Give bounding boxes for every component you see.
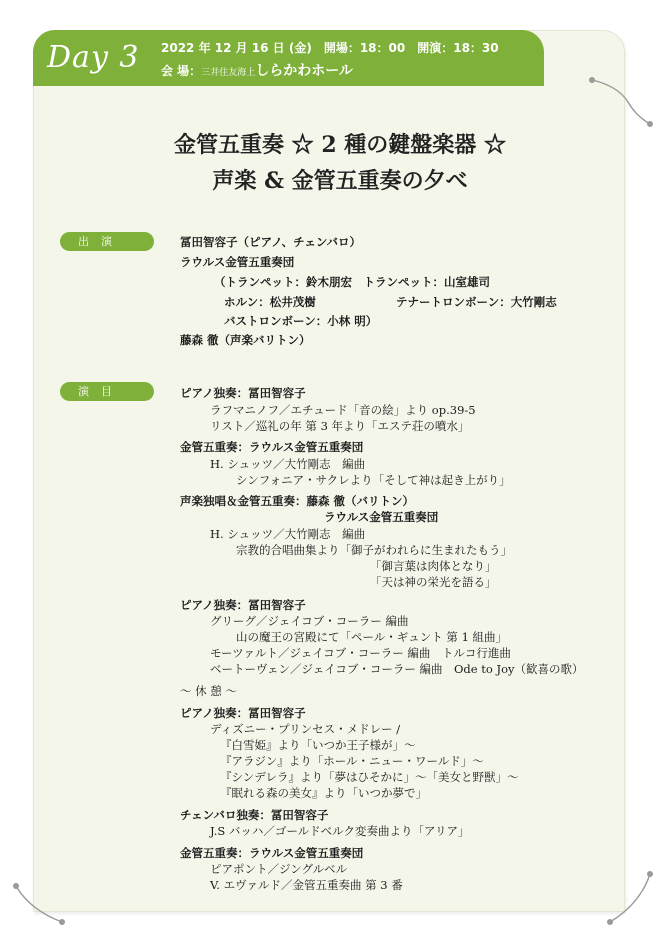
performer-line: ホルン：松井茂樹 — [224, 295, 316, 309]
performer-line: 冨田智容子（ピアノ、チェンバロ） — [180, 235, 362, 249]
program-line: 『白雪姫』より「いつか王子様が」～ — [220, 738, 416, 752]
program-line: 「天は神の栄光を語る」 — [370, 575, 497, 589]
day-header — [33, 30, 544, 86]
performer-line: （トランペット：鈴木朋宏 トランペット：山室雄司 — [214, 275, 490, 289]
concert-title-line2: 声楽 & 金管五重奏の夕べ — [212, 168, 468, 194]
program-line: ラフマニノフ／エチュード「音の絵」より op.39-5 — [210, 403, 476, 417]
program-line: モーツァルト／ジェイコブ・コーラー 編曲 トルコ行進曲 — [210, 646, 511, 660]
performer-line: テナートロンボーン：大竹剛志 — [396, 295, 557, 309]
program-line: グリーグ／ジェイコブ・コーラー 編曲 — [210, 614, 409, 628]
program-heading: ラウルス金管五重奏団 — [324, 510, 439, 524]
program-line: リスト／巡礼の年 第 3 年より「エステ荘の噴水」 — [210, 419, 470, 433]
program-heading: 声楽独唱＆金管五重奏：藤森 徹（バリトン） — [180, 494, 415, 508]
program-section-label: 演目 — [60, 382, 154, 401]
program-heading: 金管五重奏：ラウルス金管五重奏団 — [180, 846, 364, 860]
program-heading: ピアノ独奏：冨田智容子 — [180, 386, 306, 400]
venue-hall: しらかわホール — [255, 63, 353, 79]
corner-ornament-bottom-left — [10, 880, 70, 930]
concert-title-line1: 金管五重奏 ☆ 2 種の鍵盤楽器 ☆ — [174, 132, 506, 158]
program-line: H. シュッツ／大竹剛志 編曲 — [210, 527, 366, 541]
program-line: ベートーヴェン／ジェイコブ・コーラー 編曲 Ode to Joy（歓喜の歌） — [210, 662, 584, 676]
program-line: 『眠れる森の美女』より「いつか夢で」 — [220, 786, 427, 800]
program-heading: ピアノ独奏：冨田智容子 — [180, 598, 306, 612]
venue-sponsor: 三井住友海上 — [201, 68, 256, 78]
program-line: 『アラジン』より「ホール・ニュー・ワールド」～ — [220, 754, 484, 768]
program-heading: 金管五重奏：ラウルス金管五重奏団 — [180, 440, 364, 454]
day-label: Day 3 — [47, 40, 140, 75]
program-line: ディズニー・プリンセス・メドレー / — [210, 722, 401, 736]
program-line: J.S バッハ／ゴールドベルク変奏曲より「アリア」 — [210, 824, 470, 838]
corner-ornament-top-right — [588, 76, 658, 132]
date-time: 2022 年 12 月 16 日 (金) 開場：18：00 開演：18：30 — [161, 41, 499, 55]
performer-line: ラウルス金管五重奏団 — [180, 255, 295, 269]
program-heading: チェンバロ独奏：冨田智容子 — [180, 808, 329, 822]
venue-line — [161, 60, 353, 80]
program-heading: ピアノ独奏：冨田智容子 — [180, 706, 306, 720]
corner-ornament-bottom-right — [600, 870, 660, 930]
performer-line: 藤森 徹（声楽バリトン） — [180, 333, 311, 347]
performers-section-label: 出演 — [60, 232, 154, 251]
program-line: V. エヴァルド／金管五重奏曲 第 3 番 — [210, 878, 403, 892]
program-line: ピアポント／ジングルベル — [210, 862, 348, 876]
intermission: ～ 休 憩 ～ — [180, 684, 237, 698]
venue-label: 会 場： — [161, 64, 202, 78]
program-line: 宗教的合唱曲集より「御子がわれらに生まれたもう」 — [236, 543, 512, 557]
program-line: 「御言葉は肉体となり」 — [370, 559, 497, 573]
program-line: H. シュッツ／大竹剛志 編曲 — [210, 457, 366, 471]
program-line: 山の魔王の宮殿にて「ペール・ギュント 第 1 組曲」 — [236, 630, 508, 644]
program-line: 『シンデレラ』より「夢はひそかに」～「美女と野獣」～ — [220, 770, 519, 784]
performer-line: バストロンボーン：小林 明） — [224, 314, 378, 328]
program-line: シンフォニア・サクレより「そして神は起き上がり」 — [236, 473, 511, 487]
